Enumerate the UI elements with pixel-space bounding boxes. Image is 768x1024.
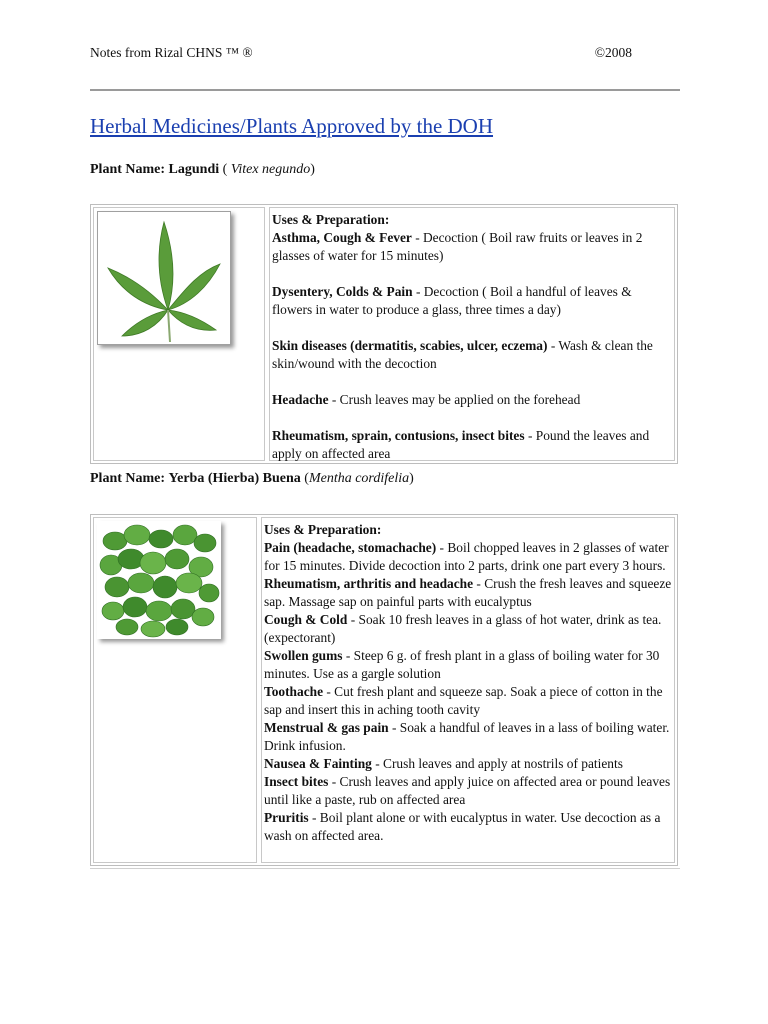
use-ailment: Insect bites	[264, 774, 329, 789]
yerba-buena-table	[90, 514, 678, 866]
lagundi-leaf-image	[97, 211, 231, 345]
use-entry	[272, 337, 672, 373]
use-entry	[272, 229, 672, 265]
use-entry	[264, 575, 672, 611]
lagundi-image-cell	[93, 207, 265, 461]
use-ailment: Dysentery, Colds & Pain	[272, 284, 413, 299]
use-preparation: - Crush leaves and apply at nostrils of patients	[371, 756, 623, 771]
use-ailment: Cough & Cold	[264, 612, 348, 627]
use-entry	[264, 719, 672, 755]
use-ailment: Headache	[272, 392, 329, 407]
yerba-buena-leaves-image	[97, 521, 221, 639]
use-preparation: - Soak 10 fresh leaves in a glass of hot water, drink as tea. (expectorant)	[264, 612, 662, 645]
plant-common-name: Lagundi	[168, 162, 220, 177]
scientific-open: (	[300, 471, 309, 486]
use-entry	[264, 755, 672, 773]
use-preparation: - Decoction ( Boil raw fruits or leaves in 2 glasses of water for 15 minutes)	[272, 230, 643, 263]
use-ailment: Skin diseases (dermatitis, scabies, ulcer, eczema)	[272, 338, 548, 353]
use-entry	[272, 427, 672, 463]
scientific-open: (	[219, 162, 231, 177]
use-ailment: Nausea & Fainting	[264, 756, 372, 771]
use-preparation: - Soak a handful of leaves in a lass of boiling water. Drink infusion.	[264, 720, 670, 753]
use-preparation: - Crush leaves and apply juice on affected area or pound leaves until like a paste, rub on affected area	[264, 774, 671, 807]
use-entry	[264, 773, 672, 809]
use-entry	[264, 611, 672, 647]
use-ailment: Pain (headache, stomachache)	[264, 540, 437, 555]
use-preparation: - Pound the leaves and apply on affected area	[272, 428, 650, 461]
plant-common-name: Yerba (Hierba) Buena	[168, 471, 301, 486]
uses-heading: Uses & Preparation:	[264, 522, 382, 537]
lagundi-table	[90, 204, 678, 464]
plant-name-yerba-buena	[90, 471, 414, 487]
use-preparation: - Boil chopped leaves in 2 glasses of water for 15 minutes. Divide decoction into 2 parts, drink one part every 3 hours.	[264, 540, 669, 573]
use-ailment: Rheumatism, sprain, contusions, insect bites	[272, 428, 525, 443]
use-preparation: - Boil plant alone or with eucalyptus in water. Use decoction as a wash on affected area.	[264, 810, 661, 843]
use-preparation: - Wash & clean the skin/wound with the decoction	[272, 338, 653, 371]
header-divider	[90, 89, 680, 91]
lagundi-uses-cell	[269, 207, 675, 461]
use-ailment: Rheumatism, arthritis and headache	[264, 576, 474, 591]
page-title[interactable]: Herbal Medicines/Plants Approved by the DOH	[90, 114, 494, 138]
use-entry	[272, 391, 672, 409]
scientific-close: )	[409, 471, 414, 486]
use-preparation: - Cut fresh plant and squeeze sap. Soak a piece of cotton in the sap and insert this in aching tooth cavity	[264, 684, 663, 717]
use-preparation: - Crush leaves may be applied on the forehead	[328, 392, 581, 407]
use-entry	[264, 809, 672, 845]
use-ailment: Pruritis	[264, 810, 309, 825]
use-entry	[264, 683, 672, 719]
header-copyright: ©2008	[594, 45, 632, 60]
use-entry	[264, 539, 672, 575]
use-entry	[264, 647, 672, 683]
use-ailment: Swollen gums	[264, 648, 343, 663]
plant-name-lagundi	[90, 162, 315, 178]
uses-heading: Uses & Preparation:	[272, 212, 390, 227]
plant-scientific-name: Mentha cordifelia	[308, 471, 410, 486]
yerba-buena-image-cell	[93, 517, 257, 863]
plant-name-label: Plant Name:	[90, 471, 166, 486]
use-preparation: - Steep 6 g. of fresh plant in a glass of boiling water for 30 minutes. Use as a gargle solution	[264, 648, 660, 681]
use-preparation: - Crush the fresh leaves and squeeze sap. Massage sap on painful parts with eucalyptus	[264, 576, 672, 609]
use-preparation: - Decoction ( Boil a handful of leaves & flowers in water to produce a glass, three times a day)	[272, 284, 632, 317]
plant-scientific-name: Vitex negundo	[230, 162, 311, 177]
section-divider	[90, 868, 680, 869]
scientific-close: )	[310, 162, 315, 177]
use-ailment: Menstrual & gas pain	[264, 720, 389, 735]
use-ailment: Asthma, Cough & Fever	[272, 230, 412, 245]
plant-name-label: Plant Name:	[90, 162, 166, 177]
header-left-text: Notes from Rizal CHNS ™ ®	[90, 45, 253, 60]
use-entry	[272, 283, 672, 319]
use-ailment: Toothache	[264, 684, 324, 699]
yerba-buena-uses-cell	[261, 517, 675, 863]
